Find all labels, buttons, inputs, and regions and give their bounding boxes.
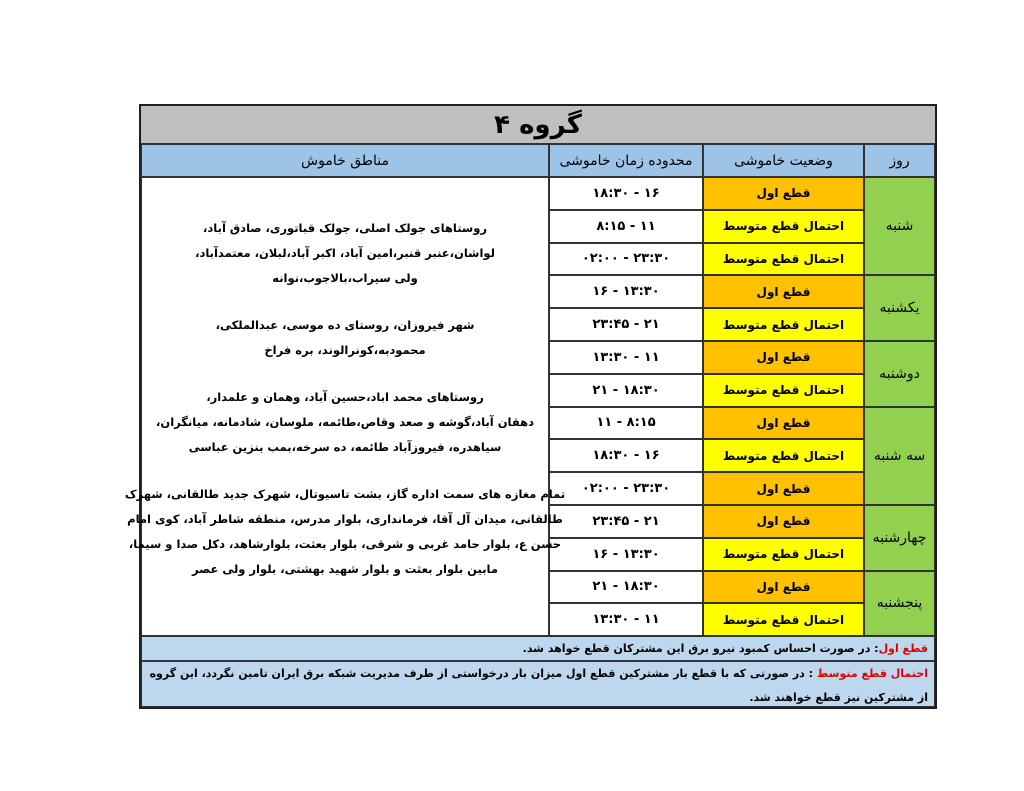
status-cell: احتمال قطع متوسط: [703, 374, 864, 407]
note-first-text: : در صورت احساس کمبود نیرو برق این مشترکان قطع خواهد شد.: [522, 641, 879, 655]
header-status: وضعیت خاموشی: [703, 144, 864, 177]
day-cell: سه شنبه: [864, 407, 935, 505]
status-cell: احتمال قطع متوسط: [703, 308, 864, 341]
note-medium-cut: [141, 661, 935, 707]
region-line: مابین بلوار بعثت و بلوار شهید بهشتی، بلوار ولی عصر: [191, 562, 498, 576]
status-cell: احتمال قطع متوسط: [703, 210, 864, 243]
status-cell: قطع اول: [703, 472, 864, 505]
time-range-cell: ۲۱ - ۲۳:۴۵: [549, 505, 703, 538]
day-cell: یکشنبه: [864, 275, 935, 341]
schedule-sheet: [124, 104, 937, 709]
region-line: طالقانی، میدان آل آقا، فرمانداری، بلوار مدرس، منطقه شاطر آباد، کوی امام: [127, 512, 563, 526]
header-time-range: محدوده زمان خاموشی: [549, 144, 703, 177]
status-cell: قطع اول: [703, 571, 864, 604]
note-first-key: قطع اول: [878, 641, 928, 655]
time-range-cell: ۱۳:۳۰ - ۱۶: [549, 538, 703, 571]
region-line: ولی سیراب،بالاجوب،نوانه: [272, 271, 418, 285]
status-cell: قطع اول: [703, 177, 864, 210]
day-cell: چهارشنبه: [864, 505, 935, 571]
group-title: گروه ۴: [141, 106, 935, 144]
regions-cell: [124, 177, 566, 636]
region-group: [125, 482, 565, 582]
region-line: سیاهدره، فیروزآباد طائمه، ده سرخه،بمب بنزین عباسی: [188, 440, 502, 454]
time-range-cell: ۱۸:۳۰ - ۲۱: [549, 374, 703, 407]
time-range-cell: ۱۶ - ۱۸:۳۰: [549, 177, 703, 210]
header-regions: مناطق خاموش: [141, 144, 549, 177]
note-mid-text: : در صورتی که با قطع بار مشترکین قطع اول میزان بار درخواستی از طرف مدیریت شبکه برق ایران تامین نگردد، این گروه از مشترکین نیز قطع خواهند شد.: [149, 667, 928, 704]
region-line: روستاهای جولک اصلی، جولک قباتوری، صادق آباد،: [203, 221, 487, 235]
region-line: محمودبه،کونرالوند، بره فراخ: [264, 343, 426, 357]
time-range-cell: ۲۳:۳۰ - ۰۲:۰۰: [549, 472, 703, 505]
status-cell: احتمال قطع متوسط: [703, 243, 864, 276]
region-group: [216, 313, 475, 363]
day-cell: پنجشنبه: [864, 571, 935, 637]
region-line: تمام مغازه های سمت اداره گاز، بشت تاسیوتال، شهرک جدید طالقانی، شهرک: [124, 487, 566, 501]
region-group: [195, 216, 495, 291]
region-group: [156, 385, 534, 460]
region-line: شهر فیروزان، روستای ده موسی، عبدالملکی،: [215, 318, 475, 332]
time-range-cell: ۸:۱۵ - ۱۱: [549, 407, 703, 440]
day-cell: شنبه: [864, 177, 935, 275]
region-line: روستاهای محمد اباد،حسین آباد، وهمان و علمدار،: [206, 390, 484, 404]
status-cell: احتمال قطع متوسط: [703, 538, 864, 571]
status-cell: احتمال قطع متوسط: [703, 603, 864, 636]
time-range-cell: ۱۱ - ۱۳:۳۰: [549, 341, 703, 374]
status-cell: قطع اول: [703, 341, 864, 374]
status-cell: قطع اول: [703, 505, 864, 538]
day-cell: دوشنبه: [864, 341, 935, 407]
time-range-cell: ۲۱ - ۲۳:۴۵: [549, 308, 703, 341]
time-range-cell: ۱۸:۳۰ - ۲۱: [549, 571, 703, 604]
note-mid-key: احتمال قطع متوسط: [816, 667, 928, 680]
region-line: حسن ع، بلوار حامد غربی و شرقی، بلوار بعثت، بلوارشاهد، دکل صدا و سیما،: [128, 537, 562, 551]
region-line: دهقان آباد،گوشه و صعد وقاص،طائمه، ملوسان، شادمانه، میانگران،: [156, 415, 534, 429]
header-day: روز: [864, 144, 935, 177]
status-cell: قطع اول: [703, 275, 864, 308]
time-range-cell: ۱۳:۳۰ - ۱۶: [549, 275, 703, 308]
time-range-cell: ۱۱ - ۱۳:۳۰: [549, 603, 703, 636]
time-range-cell: ۱۶ - ۱۸:۳۰: [549, 439, 703, 472]
status-cell: احتمال قطع متوسط: [703, 439, 864, 472]
region-line: لواشان،عنبر قنبر،امین آباد، اکبر آباد،لبلان، معتمدآباد،: [195, 246, 495, 260]
note-first-cut: [141, 636, 935, 661]
time-range-cell: ۱۱ - ۸:۱۵: [549, 210, 703, 243]
time-range-cell: ۲۳:۳۰ - ۰۲:۰۰: [549, 243, 703, 276]
status-cell: قطع اول: [703, 407, 864, 440]
